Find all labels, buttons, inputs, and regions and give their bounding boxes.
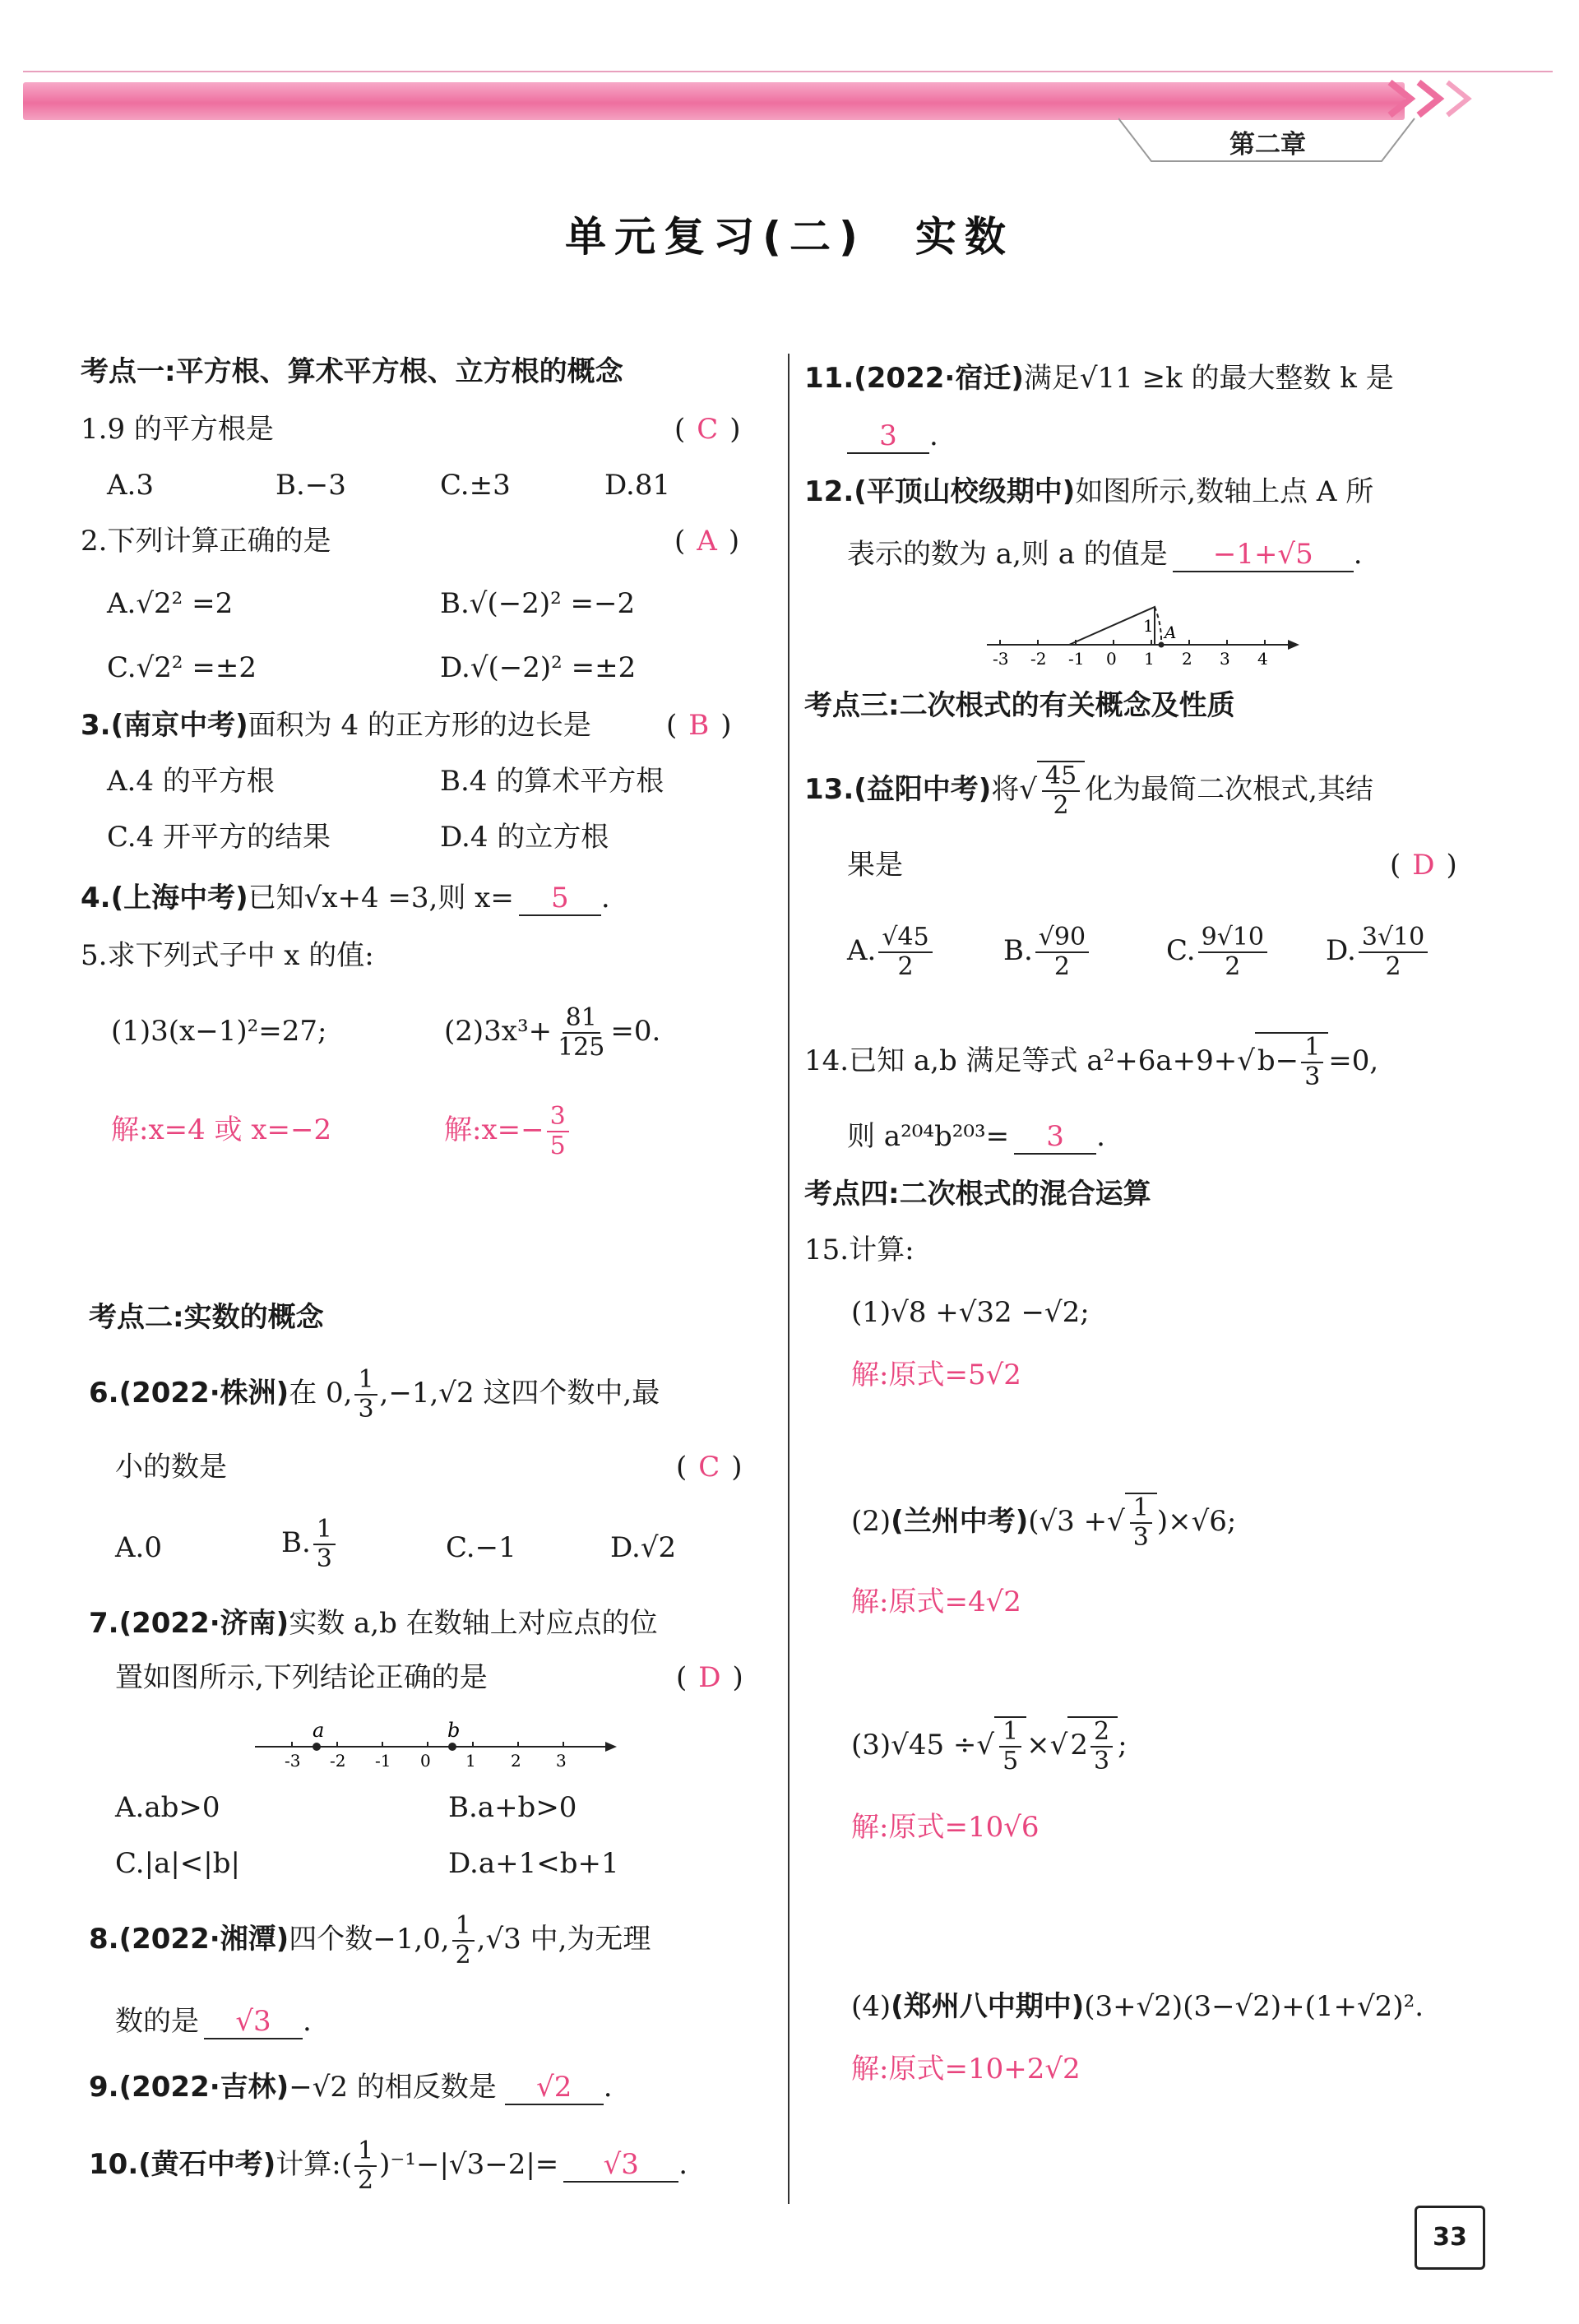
page-number: 33 (1415, 2206, 1485, 2270)
q12-tick-label: -3 (993, 649, 1009, 669)
q9-stem: 9.(2022·吉林)−√2 的相反数是 √2 . (89, 2071, 613, 2104)
q7-tick-label: -2 (330, 1751, 346, 1771)
q7-axis-arrow (605, 1742, 617, 1752)
q5-part2: (2)3x³+ $\frac{81}{125}$ =0. (444, 1003, 661, 1062)
q3-option-d: D.4 的立方根 (440, 821, 609, 854)
column-divider (788, 354, 790, 2204)
q7-tick-label: 1 (465, 1751, 476, 1771)
q12-tick-label: 2 (1182, 649, 1192, 669)
q7-point-a (313, 1743, 321, 1751)
q1-option-a: A.3 (107, 469, 154, 502)
section-heading-1: 考点一:平方根、算术平方根、立方根的概念 (81, 355, 623, 388)
page-title: 单元复习(二) 实数 (565, 213, 1014, 261)
q12-tick-label: 0 (1106, 649, 1117, 669)
q12-label-a: A (1165, 623, 1177, 642)
q11-stem: 11.(2022·宿迁)满足√11 ≥k 的最大整数 k 是 (804, 362, 1394, 395)
q2-stem: 2.下列计算正确的是 (81, 525, 331, 558)
q14-stem: 14.已知 a,b 满足等式 a²+6a+9+√b− $\frac{1}{3}$ =0, (804, 1033, 1379, 1091)
q12-tick-label: 3 (1220, 649, 1230, 669)
q7-label-b: b (447, 1719, 461, 1742)
q7-label-a: a (313, 1719, 325, 1742)
q7-tick-label: -3 (285, 1751, 301, 1771)
q6-stem-2: 小的数是 (115, 1451, 227, 1484)
q1-stem: 1.9 的平方根是 (81, 413, 274, 446)
q9-blank: √2 (505, 2071, 604, 2105)
q8-stem: 8.(2022·湘潭)四个数−1,0, $\frac{1}{2}$ ,√3 中,为无理 (89, 1911, 651, 1970)
q7-option-c: C.|a|<|b| (115, 1847, 240, 1880)
q15-part2: (2)(兰州中考)(√3 +√ $\frac{1}{3}$ )×√6; (851, 1493, 1237, 1552)
q4-stem: 4.(上海中考)已知√x+4 =3,则 x= 5 . (81, 882, 610, 914)
q5-stem: 5.求下列式子中 x 的值: (81, 939, 374, 972)
section-heading-4: 考点四:二次根式的混合运算 (804, 1178, 1151, 1211)
q10-blank: √3 (563, 2148, 678, 2183)
q15-solution1: 解:原式=5√2 (851, 1359, 1021, 1391)
q6-option-a: A.0 (115, 1531, 162, 1564)
q2-option-d: D.√(−2)² =±2 (440, 651, 637, 684)
q3-stem: 3.(南京中考)面积为 4 的正方形的边长是 (81, 709, 591, 742)
q15-part1: (1)√8 +√32 −√2; (851, 1296, 1090, 1329)
q11-blank: 3 (847, 419, 929, 454)
q12-stem-2: 表示的数为 a,则 a 的值是 −1+√5 . (847, 538, 1363, 571)
q12-tick-label: -2 (1030, 649, 1047, 669)
q6-option-d: D.√2 (610, 1531, 677, 1564)
q12-tick-label: 1 (1144, 649, 1155, 669)
q7-stem-2: 置如图所示,下列结论正确的是 (115, 1661, 488, 1694)
q13-answer: ( D ) (1390, 849, 1457, 882)
q1-option-c: C.±3 (440, 469, 511, 502)
q2-option-b: B.√(−2)² =−2 (440, 587, 636, 620)
q15-solution3: 解:原式=10√6 (851, 1811, 1040, 1844)
q13-stem: 13.(益阳中考)将√ $\frac{45}{2}$ 化为最简二次根式,其结 (804, 762, 1373, 820)
q8-stem-2: 数的是 √3 . (115, 2005, 312, 2038)
q12-tick-label: 4 (1257, 649, 1268, 669)
q13-option-b: B. $\frac{√90}{2}$ (1003, 914, 1091, 987)
q15-solution4: 解:原式=10+2√2 (851, 2053, 1081, 2086)
q2-option-c: C.√2² =±2 (107, 651, 257, 684)
q3-option-b: B.4 的算术平方根 (440, 765, 664, 798)
q2-answer: ( A ) (674, 525, 740, 558)
q3-option-c: C.4 开平方的结果 (107, 821, 331, 854)
q7-tick-label: 2 (511, 1751, 521, 1771)
q13-option-c: C. $\frac{9√10}{2}$ (1166, 914, 1270, 987)
q14-stem-2: 则 a²⁰⁴b²⁰³= 3 . (847, 1120, 1105, 1153)
q4-blank: 5 (519, 882, 601, 916)
q1-option-d: D.81 (604, 469, 671, 502)
q15-stem: 15.计算: (804, 1234, 915, 1266)
q15-part3: (3)√45 ÷√ $\frac{1}{5}$ ×√2 $\frac{2}{3}$ ; (851, 1717, 1128, 1775)
q8-blank: √3 (204, 2005, 303, 2039)
q15-part4: (4)(郑州八中期中)(3+√2)(3−√2)+(1+√2)². (851, 1990, 1424, 2023)
q7-number-line (247, 1711, 625, 1776)
q3-answer: ( B ) (666, 709, 732, 742)
q12-triangle (1069, 607, 1155, 645)
q13-option-d: D. $\frac{3√10}{2}$ (1326, 914, 1430, 987)
q10-stem: 10.(黄石中考)计算:( $\frac{1}{2}$ )⁻¹−|√3−2|= √3 . (89, 2137, 688, 2195)
q1-option-b: B.−3 (276, 469, 346, 502)
q6-option-c: C.−1 (446, 1531, 516, 1564)
q13-stem-2: 果是 (847, 849, 903, 882)
q2-option-a: A.√2² =2 (107, 587, 234, 620)
q7-stem: 7.(2022·济南)实数 a,b 在数轴上对应点的位 (89, 1607, 658, 1640)
chapter-label: 第二章 (1229, 130, 1306, 160)
q7-option-d: D.a+1<b+1 (448, 1847, 619, 1880)
q6-option-b: B. $\frac{1}{3}$ (281, 1510, 338, 1576)
q12-height-label: 1 (1143, 616, 1154, 636)
q12-number-line (979, 582, 1308, 674)
q12-arc (1155, 607, 1161, 645)
section-heading-2: 考点二:实数的概念 (89, 1301, 324, 1334)
q7-answer: ( D ) (676, 1661, 743, 1694)
q14-blank: 3 (1014, 1120, 1096, 1155)
q5-part1: (1)3(x−1)²=27; (111, 1015, 327, 1048)
q13-option-a: A. $\frac{√45}{2}$ (847, 914, 935, 987)
q12-tick-label: -1 (1068, 649, 1085, 669)
q12-blank: −1+√5 (1173, 538, 1354, 572)
q12-axis-arrow (1288, 640, 1299, 650)
header-rule (23, 71, 1553, 72)
q7-option-b: B.a+b>0 (448, 1791, 577, 1824)
q7-tick-label: 0 (420, 1751, 431, 1771)
q6-stem: 6.(2022·株洲)在 0, $\frac{1}{3}$ ,−1,√2 这四个数中,最 (89, 1365, 660, 1424)
q11-answer-line: 3 . (847, 418, 938, 454)
q3-option-a: A.4 的平方根 (107, 765, 275, 798)
q12-point-a (1159, 642, 1165, 648)
q15-solution2: 解:原式=4√2 (851, 1586, 1021, 1618)
q7-option-a: A.ab>0 (115, 1791, 220, 1824)
q7-point-b (448, 1743, 456, 1751)
q12-stem: 12.(平顶山校级期中)如图所示,数轴上点 A 所 (804, 475, 1374, 508)
section-heading-3: 考点三:二次根式的有关概念及性质 (804, 689, 1235, 722)
q7-tick-label: 3 (556, 1751, 567, 1771)
q6-answer: ( C ) (676, 1451, 743, 1484)
q5-solution1: 解:x=4 或 x=−2 (111, 1113, 332, 1146)
q1-answer: ( C ) (674, 413, 741, 446)
q5-solution2: 解:x=− $\frac{3}{5}$ (444, 1094, 572, 1166)
q7-tick-label: -1 (375, 1751, 391, 1771)
